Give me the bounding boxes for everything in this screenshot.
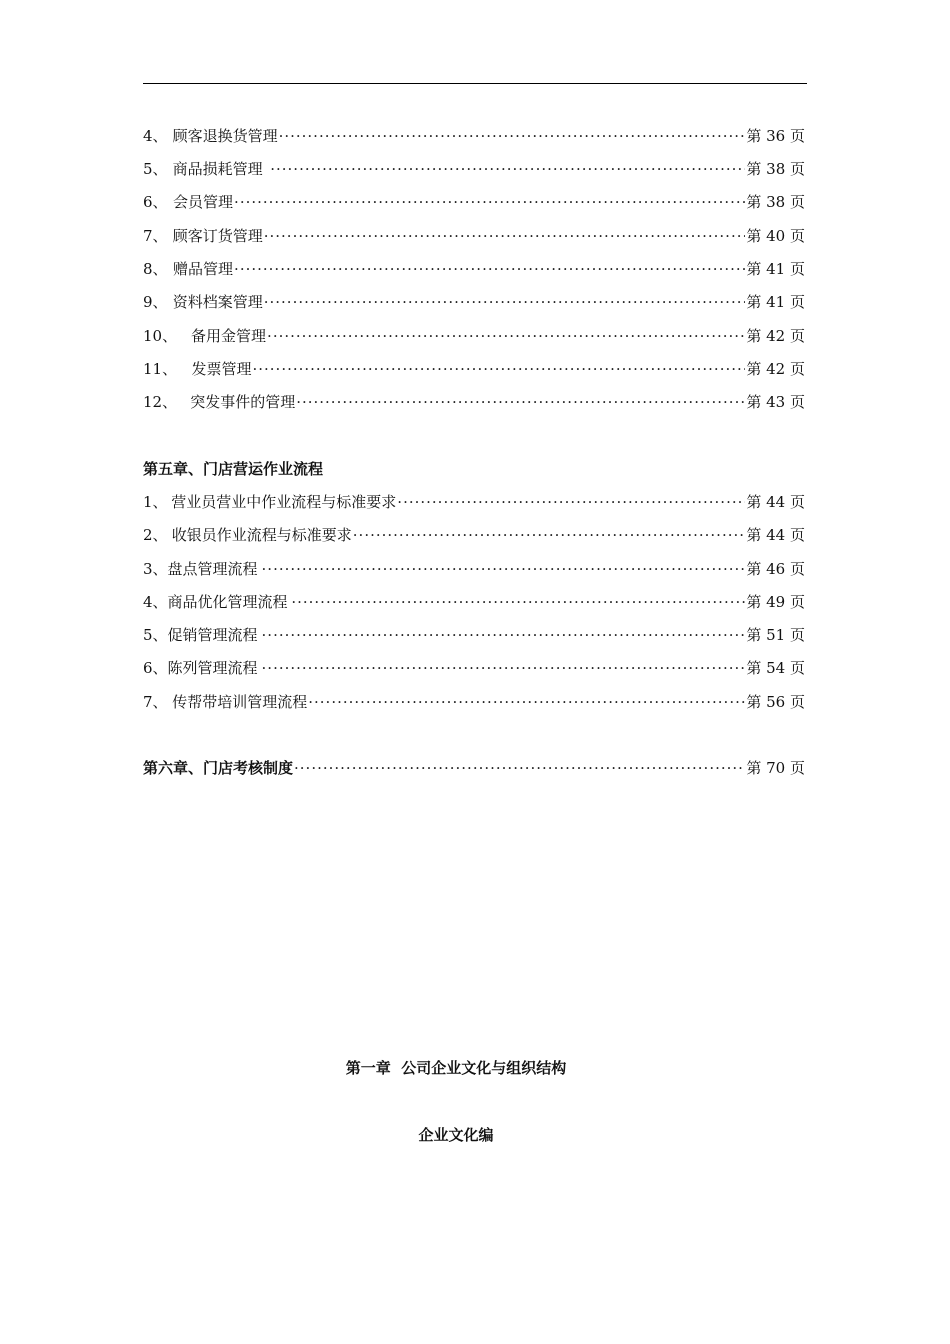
toc-entry-number: 4、 [143, 593, 168, 611]
toc-entry-number: 6、 [143, 193, 168, 211]
toc-entry-title: 商品损耗管理 [172, 160, 263, 178]
toc-entry-number: 2、 [143, 526, 168, 544]
toc-leader-dots [252, 358, 745, 380]
toc-entry-page: 第 44 页 [746, 493, 805, 511]
section-title: 企业文化编 [418, 1126, 494, 1144]
toc-entry [143, 158, 805, 180]
toc-entry-page: 第 41 页 [746, 293, 805, 311]
toc-entry-title: 顾客订货管理 [172, 227, 263, 245]
toc-entry [143, 291, 805, 313]
chapter-6-title: 第六章、门店考核制度 [143, 759, 294, 777]
toc-entry-title: 顾客退换货管理 [172, 127, 278, 145]
toc-entry-number: 5、 [143, 626, 168, 644]
toc-entry-title: 赠品管理 [173, 260, 234, 278]
toc-entry-page: 第 41 页 [746, 260, 805, 278]
toc-entry-number: 1、 [143, 493, 168, 511]
toc-entry [143, 125, 805, 147]
toc-entry [143, 225, 805, 247]
toc-leader-dots [296, 391, 745, 413]
toc-entry-title: 突发事件的管理 [190, 393, 296, 411]
header-rule [143, 83, 807, 84]
toc-leader-dots [279, 125, 746, 147]
toc-entry-page: 第 42 页 [746, 360, 805, 378]
toc-entry-title: 收银员作业流程与标准要求 [171, 526, 352, 544]
toc-entry-number: 7、 [143, 227, 168, 245]
toc-entry-number: 4、 [143, 127, 168, 145]
toc-entry-number: 6、 [143, 659, 168, 677]
toc-leader-dots [262, 657, 746, 679]
toc-entry [143, 391, 805, 413]
toc-entry-page: 第 44 页 [746, 526, 805, 544]
toc-entry-number: 3、 [143, 560, 168, 578]
toc-entry-page: 第 43 页 [746, 393, 805, 411]
toc-entry [143, 325, 805, 347]
toc-entry-title: 营业员营业中作业流程与标准要求 [171, 493, 397, 511]
toc-entry [143, 524, 805, 546]
toc-entry-number: 12、 [143, 393, 178, 411]
toc-entry-title: 资料档案管理 [172, 293, 263, 311]
toc-entry-title: 陈列管理流程 [167, 659, 258, 677]
toc-leader-dots [262, 558, 746, 580]
toc-leader-dots [267, 325, 745, 347]
toc-entry-number: 9、 [143, 293, 168, 311]
toc-entry-number: 10、 [143, 327, 178, 345]
toc-entry-page: 第 49 页 [746, 593, 805, 611]
toc-leader-dots [397, 491, 745, 513]
chapter-5-heading: 第五章、门店营运作业流程 [143, 460, 324, 478]
toc-entry-number: 7、 [143, 693, 168, 711]
toc-leader-dots [234, 258, 745, 280]
toc-entry-page: 第 46 页 [746, 560, 805, 578]
toc-entry-title: 促销管理流程 [167, 626, 258, 644]
chapter-6-entry [143, 757, 805, 779]
chapter-1-title: 第一章 公司企业文化与组织结构 [345, 1059, 567, 1077]
toc-entry [143, 657, 805, 679]
toc-leader-dots [294, 757, 745, 779]
toc-entry [143, 258, 805, 280]
toc-entry [143, 624, 805, 646]
toc-entry-page: 第 38 页 [746, 193, 805, 211]
toc-entry-page: 第 51 页 [746, 626, 805, 644]
toc-entry-title: 会员管理 [173, 193, 234, 211]
toc-entry-number: 5、 [143, 160, 168, 178]
toc-entry-title: 传帮带培训管理流程 [172, 693, 308, 711]
chapter-6-page: 第 70 页 [746, 759, 805, 777]
toc-leader-dots [291, 591, 745, 613]
toc-entry [143, 358, 805, 380]
toc-leader-dots [234, 191, 745, 213]
toc-entry [143, 491, 805, 513]
toc-entry-page: 第 56 页 [746, 693, 805, 711]
toc-leader-dots [264, 291, 746, 313]
toc-entry [143, 691, 805, 713]
toc-entry-page: 第 38 页 [746, 160, 806, 178]
toc-leader-dots [264, 225, 746, 247]
toc-entry-number: 11、 [143, 360, 178, 378]
toc-entry-page: 第 36 页 [746, 127, 805, 145]
toc-entry [143, 591, 805, 613]
toc-entry-title: 商品优化管理流程 [167, 593, 288, 611]
toc-entry-page: 第 42 页 [746, 327, 805, 345]
toc-entry-title: 备用金管理 [191, 327, 267, 345]
toc-leader-dots [353, 524, 746, 546]
toc-leader-dots [262, 624, 746, 646]
toc-entry-title: 发票管理 [191, 360, 252, 378]
toc-entry-page: 第 54 页 [746, 659, 805, 677]
toc-entry [143, 191, 805, 213]
toc-leader-dots [308, 691, 745, 713]
toc-entry-page: 第 40 页 [746, 227, 805, 245]
toc-entry-title: 盘点管理流程 [167, 560, 258, 578]
toc-leader-dots [270, 158, 745, 180]
toc-entry [143, 558, 805, 580]
toc-entry-number: 8、 [143, 260, 168, 278]
